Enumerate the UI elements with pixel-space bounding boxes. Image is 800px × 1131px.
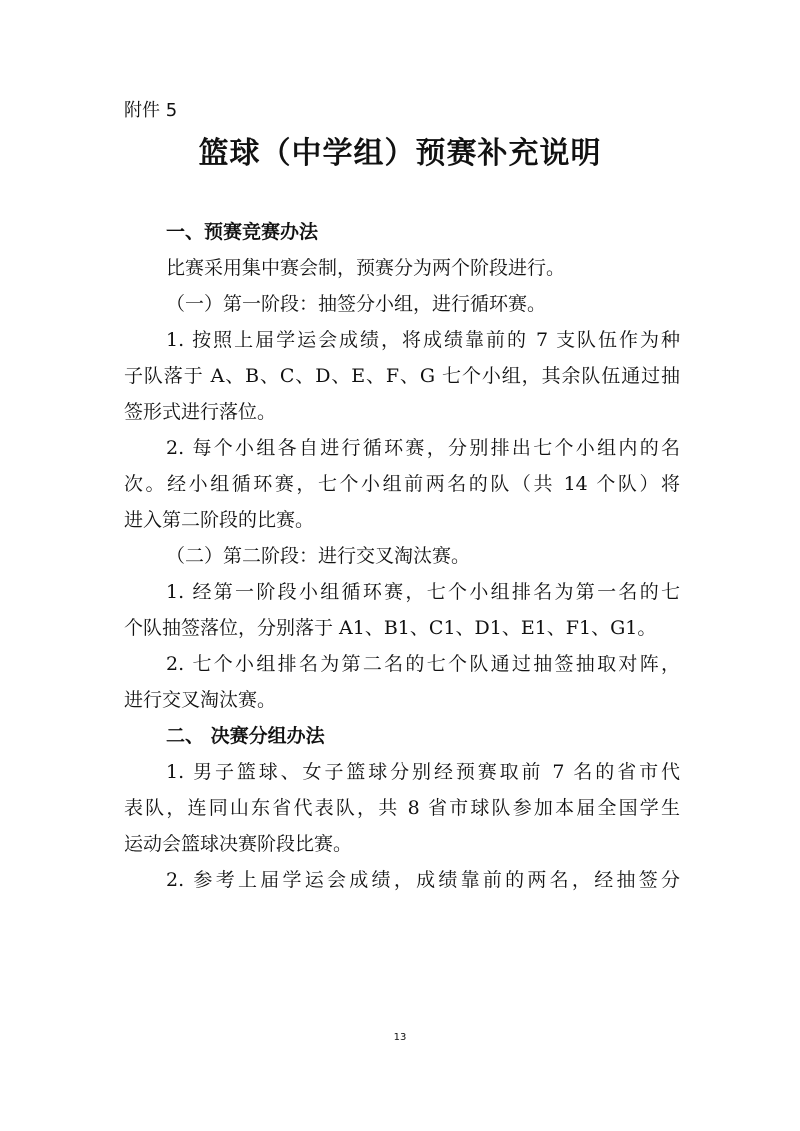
paragraph-line: 1. 男子篮球、女子篮球分别经预赛取前 7 名的省市代 [166,761,680,783]
paragraph-line: 签形式进行落位。 [124,401,277,423]
paragraph-line: 比赛采用集中赛会制，预赛分为两个阶段进行。 [166,257,566,279]
paragraph-line: （二）第二阶段：进行交叉淘汰赛。 [166,545,471,567]
paragraph-line: 表队，连同山东省代表队，共 8 省市球队参加本届全国学生 [124,797,680,819]
paragraph-line: 2. 参考上届学运会成绩，成绩靠前的两名，经抽签分 [166,869,680,891]
paragraph-line: 次。经小组循环赛，七个小组前两名的队（共 14 个队）将 [124,473,680,495]
document-body [124,214,680,898]
document-title: 篮球（中学组）预赛补充说明 [198,136,602,171]
paragraph-line: 1. 经第一阶段小组循环赛，七个小组排名为第一名的七 [166,581,680,603]
page-number: 13 [393,1032,407,1043]
paragraph-line: 进入第二阶段的比赛。 [124,509,315,531]
paragraph-line: 1. 按照上届学运会成绩，将成绩靠前的 7 支队伍作为种 [166,329,680,351]
paragraph-line: 个队抽签落位，分别落于 A1、B1、C1、D1、E1、F1、G1。 [124,617,657,639]
attachment-label: 附件 5 [124,100,178,121]
paragraph-line: 2. 七个小组排名为第二名的七个队通过抽签抽取对阵， [166,653,680,675]
paragraph-line: 进行交叉淘汰赛。 [124,689,277,711]
paragraph-line: 运动会篮球决赛阶段比赛。 [124,833,353,855]
paragraph-line: 子队落于 A、B、C、D、E、F、G 七个小组，其余队伍通过抽 [124,365,680,387]
section-heading-1: 一、预赛竞赛办法 [166,221,319,243]
paragraph-line: （一）第一阶段：抽签分小组，进行循环赛。 [166,293,547,315]
paragraph-line: 2. 每个小组各自进行循环赛，分别排出七个小组内的名 [166,437,680,459]
section-heading-2: 二、 决赛分组办法 [166,725,325,747]
